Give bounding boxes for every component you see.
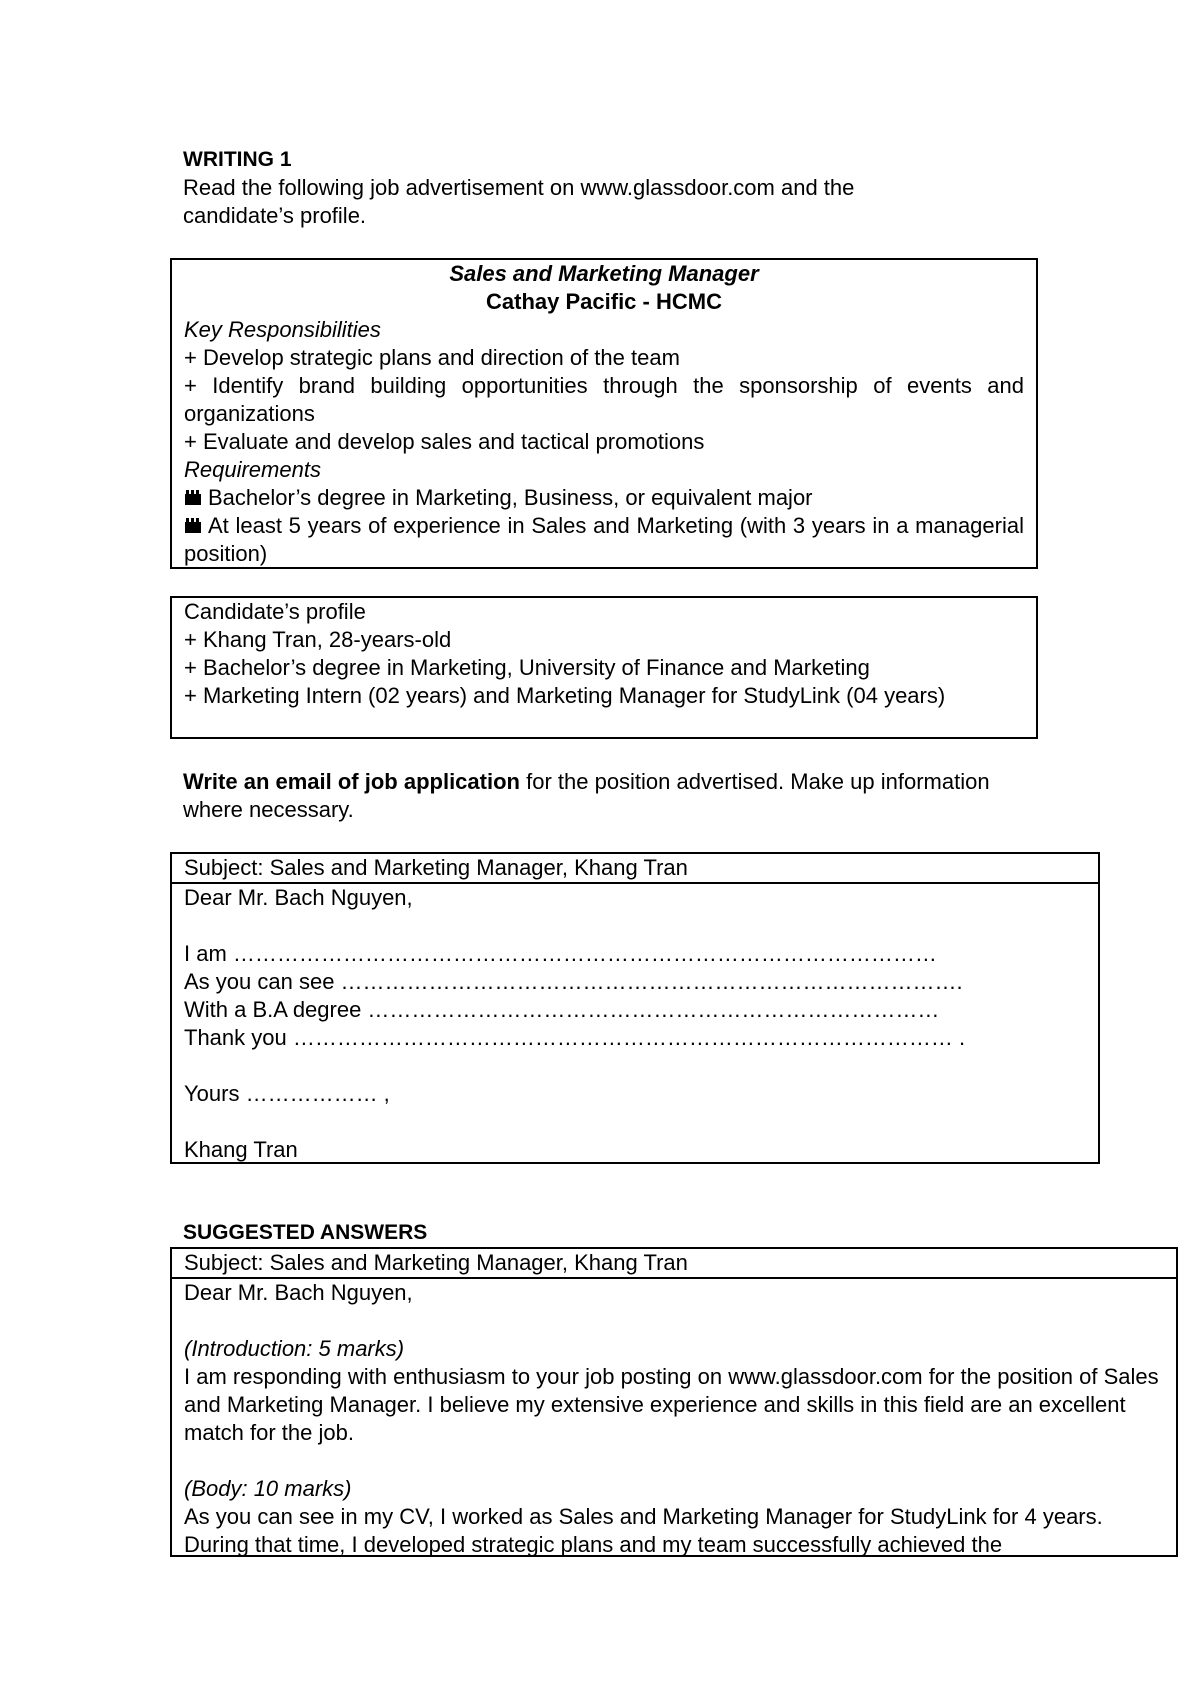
responsibilities-heading: Key Responsibilities <box>184 317 381 342</box>
job-company: Cathay Pacific - HCMC <box>486 289 722 314</box>
email-line: With a B.A degree …………………………………………………………………… <box>184 997 940 1022</box>
responsibility-item: + Evaluate and develop sales and tactical promotions <box>184 429 705 454</box>
instruction-bold: Write an email of job application <box>183 769 520 794</box>
requirement-item <box>184 512 1024 568</box>
page-title: WRITING 1 <box>183 148 292 171</box>
suggested-answer-box <box>170 1247 1178 1557</box>
job-ad-box <box>170 258 1038 569</box>
job-position: Sales and Marketing Manager <box>449 261 759 286</box>
clapperboard-bullet-icon <box>184 518 202 534</box>
requirement-text: Bachelor’s degree in Marketing, Business, or equivalent major <box>208 485 813 510</box>
profile-heading: Candidate’s profile <box>184 599 366 624</box>
email-line: As you can see …………………………………………………………………………. <box>184 969 963 994</box>
email-subject: Subject: Sales and Marketing Manager, Khang Tran <box>172 854 1098 884</box>
email-signature: Khang Tran <box>184 1137 298 1162</box>
instruction-rest: for the position advertised. Make up information where necessary. <box>183 769 990 822</box>
email-closing: Yours ……………… , <box>184 1081 390 1106</box>
responsibility-item: + Develop strategic plans and direction of the team <box>184 345 680 370</box>
intro-paragraph: I am responding with enthusiasm to your job posting on www.glassdoor.com for the position of Sales and Marketing Manager. I believe my extensive experience and skills in this field are an excellent match for the job. <box>184 1364 1159 1445</box>
answer-box-bottom-rule <box>170 1555 1178 1557</box>
email-line: Thank you ……………………………………………………………………………… . <box>184 1025 966 1050</box>
intro-text: Read the following job advertisement on www.glassdoor.com and the candidate’s profile. <box>183 175 855 228</box>
responsibility-item: + Identify brand building opportunities through the sponsorship of events and organizations <box>184 373 1024 426</box>
email-line: I am …………………………………………………………………………………… <box>184 941 937 966</box>
suggested-answers-title: SUGGESTED ANSWERS <box>183 1221 428 1244</box>
clapperboard-bullet-icon <box>184 490 202 506</box>
email-template-box <box>170 852 1100 1164</box>
intro-marks-label: (Introduction: 5 marks) <box>184 1336 405 1361</box>
requirements-heading: Requirements <box>184 457 321 482</box>
profile-item: + Bachelor’s degree in Marketing, University of Finance and Marketing <box>184 655 870 680</box>
profile-item: + Marketing Intern (02 years) and Marketing Manager for StudyLink (04 years) <box>184 683 946 708</box>
candidate-profile-box <box>170 596 1038 739</box>
answer-body <box>172 1279 1176 1557</box>
email-body <box>172 884 1098 1164</box>
task-instruction <box>183 768 1003 824</box>
email-greeting: Dear Mr. Bach Nguyen, <box>184 885 413 910</box>
requirement-text: At least 5 years of experience in Sales and Marketing (with 3 years in a managerial position) <box>184 513 1024 566</box>
body-paragraph: As you can see in my CV, I worked as Sales and Marketing Manager for StudyLink for 4 years. During that time, I developed strategic plans and my team successfully achieved the <box>184 1504 1103 1557</box>
requirement-item <box>184 484 1024 512</box>
profile-item: + Khang Tran, 28-years-old <box>184 627 452 652</box>
body-marks-label: (Body: 10 marks) <box>184 1476 352 1501</box>
answer-greeting: Dear Mr. Bach Nguyen, <box>184 1280 413 1305</box>
answer-subject: Subject: Sales and Marketing Manager, Khang Tran <box>172 1249 1176 1279</box>
